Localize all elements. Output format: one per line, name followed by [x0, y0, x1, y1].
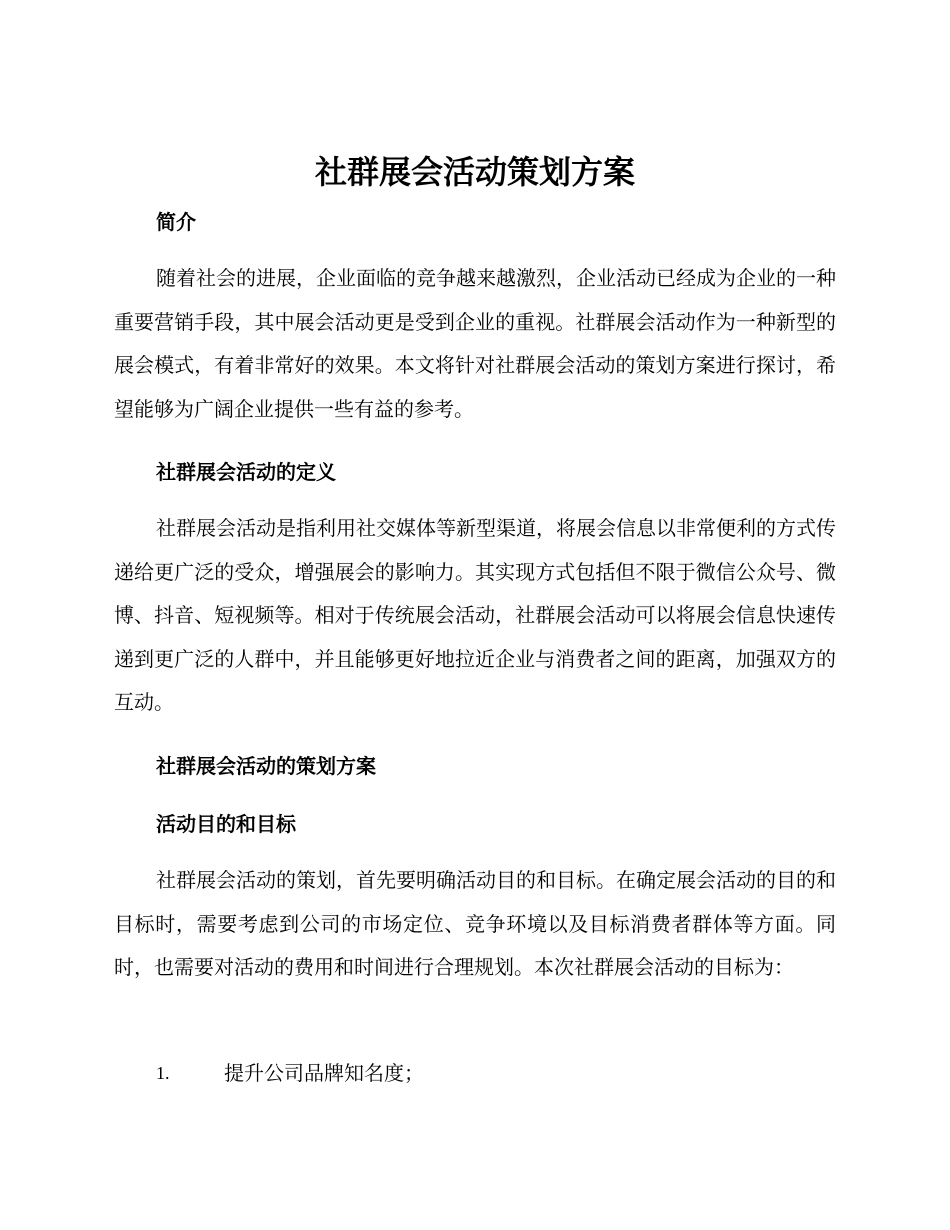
document-title: 社群展会活动策划方案 [314, 153, 635, 191]
goal-heading: 活动目的和目标 [156, 812, 296, 836]
list-item-number: 1. [156, 1063, 170, 1083]
definition-paragraph: 社群展会活动是指利用社交媒体等新型渠道，将展会信息以非常便利的方式传递给更广泛的受众，增强展会的影响力。其实现方式包括但不限于微信公众号、微博、抖音、短视频等。相对于传统展会活动，社群展会活动可以将展会信息快速传递到更广泛的人群中，并且能够更好地拉近企业与消费者之间的距离，加强双方的互动。 [114, 516, 836, 714]
intro-paragraph: 随着社会的进展，企业面临的竞争越来越激烈，企业活动已经成为企业的一种重要营销手段，其中展会活动更是受到企业的重视。社群展会活动作为一种新型的展会模式，有着非常好的效果。本文将针对社群展会活动的策划方案进行探讨，希望能够为广阔企业提供一些有益的参考。 [114, 266, 836, 421]
list-item-text: 提升公司品牌知名度； [224, 1061, 424, 1085]
definition-heading: 社群展会活动的定义 [156, 460, 336, 484]
goal-paragraph: 社群展会活动的策划，首先要明确活动目的和目标。在确定展会活动的目的和目标时，需要考虑到公司的市场定位、竞争环境以及目标消费者群体等方面。同时，也需要对活动的费用和时间进行合理规划。本次社群展会活动的目标为： [114, 868, 836, 979]
intro-heading: 简介 [156, 210, 196, 234]
plan-heading: 社群展会活动的策划方案 [156, 754, 376, 778]
